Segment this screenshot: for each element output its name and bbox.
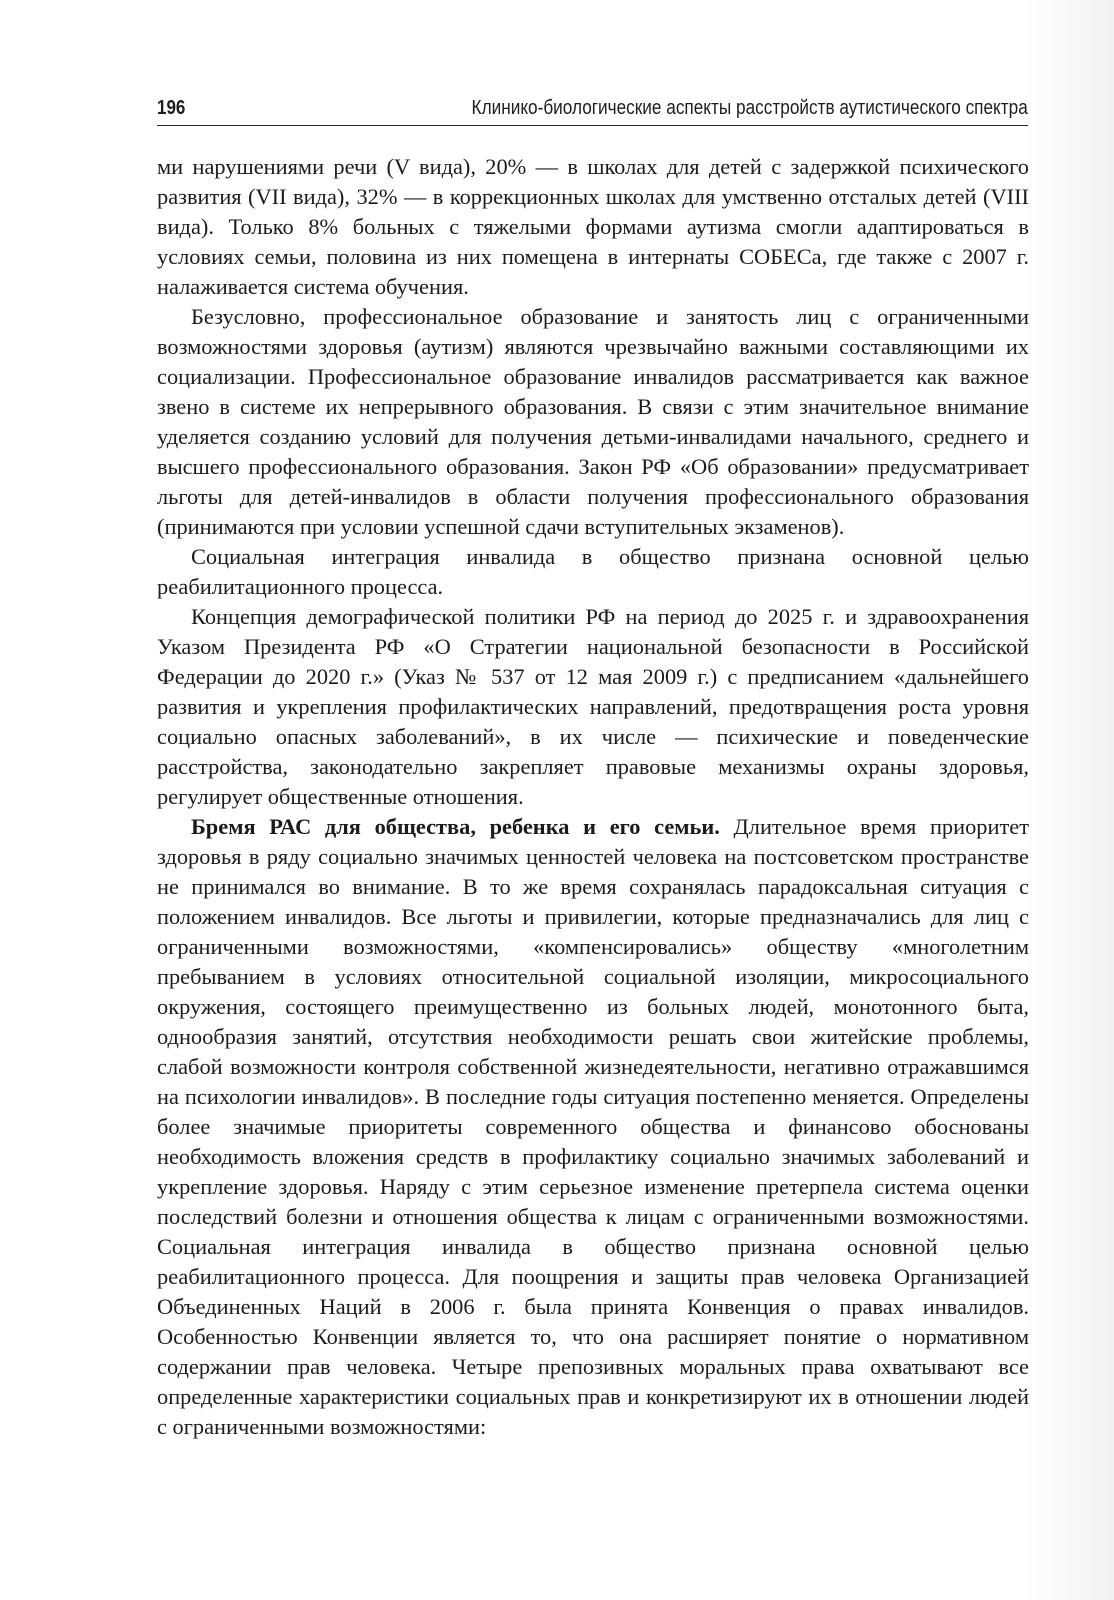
paragraph-lead-heading: Бремя РАС для общества, ребенка и его семьи.	[191, 814, 720, 839]
paragraph-social-integration: Социальная интеграция инвалида в общество признана основной целью реабилитационного процесса.	[157, 544, 1029, 599]
paragraph-continued: ми нарушениями речи (V вида), 20% — в школах для детей с задержкой психического развития (VII вида), 32% — в коррекционных школах для умственно отсталых детей (VIII вида). Только 8% больных с тяжелыми формами аутизма смогли адаптироваться в условиях семьи, половина из них помещена в интернаты СОБЕСа, где также с 2007 г. налаживается система обучения.	[157, 154, 1029, 299]
paragraph-demographic-policy: Концепция демографической политики РФ на период до 2025 г. и здравоохранения Указом Президента РФ «О Стратегии национальной безопасности в Российской Федерации до 2020 г.» (Указ № 537 от 12 мая 2009 г.) с предписанием «дальнейшего развития и укрепления профилактических направлений, предотвращения роста уровня социально опасных заболеваний», в их числе — психические и поведенческие расстройства, законодательно закрепляет правовые механизмы охраны здоровья, регулирует общественные отношения.	[157, 604, 1029, 809]
paragraph-professional-education: Безусловно, профессиональное образование и занятость лиц с ограниченными возможностями здоровья (аутизм) являются чрезвычайно важными составляющими их социализации. Профессиональное образование инвалидов рассматривается как важное звено в системе их непрерывного образования. В связи с этим значительное внимание уделяется созданию условий для получения детьми-инвалидами начального, среднего и высшего профессионального образования. Закон РФ «Об образовании» предусматривает льготы для детей-инвалидов в области получения профессионального образования (принимаются при условии успешной сдачи вступительных экзаменов).	[157, 304, 1029, 539]
page-number: 196	[157, 97, 186, 119]
paragraph-ras-burden-text: Длительное время приоритет здоровья в ряду социально значимых ценностей человека на постсоветском пространстве не принимался во внимание. В то же время сохранялась парадоксальная ситуация с положением инвалидов. Все льготы и привилегии, которые предназначались для лиц с ограниченными возможностями, «компенсировались» обществу «многолетним пребыванием в условиях относительной социальной изоляции, микросоциального окружения, состоящего преимущественно из больных людей, монотонного быта, однообразия занятий, отсутствия необходимости решать свои житейские проблемы, слабой возможности контроля собственной жизнедеятельности, негативно отражавшимся на психологии инвалидов». В последние годы ситуация постепенно меняется. Определены более значимые приоритеты современного общества и финансово обоснованы необходимость вложения средств в профилактику социально значимых заболеваний и укрепление здоровья. Наряду с этим серьезное изменение претерпела система оценки последствий болезни и отношения общества к лицам с ограниченными возможностями. Социальная интеграция инвалида в общество признана основной целью реабилитационного процесса. Для поощрения и защиты прав человека Организацией Объединенных Наций в 2006 г. была принята Конвенция о правах инвалидов. Особенностью Конвенции является то, что она расширяет понятие о нормативном содержании прав человека. Четыре препозивных моральных права охватывают все определенные характеристики социальных прав и конкретизируют их в отношении людей с ограниченными возможностями:	[157, 814, 1029, 1439]
paragraph-ras-burden	[157, 812, 1029, 1442]
running-title: Клинико-биологические аспекты расстройств аутистического спектра	[471, 97, 1028, 119]
body-text	[157, 152, 1029, 1442]
running-header	[157, 97, 1028, 126]
